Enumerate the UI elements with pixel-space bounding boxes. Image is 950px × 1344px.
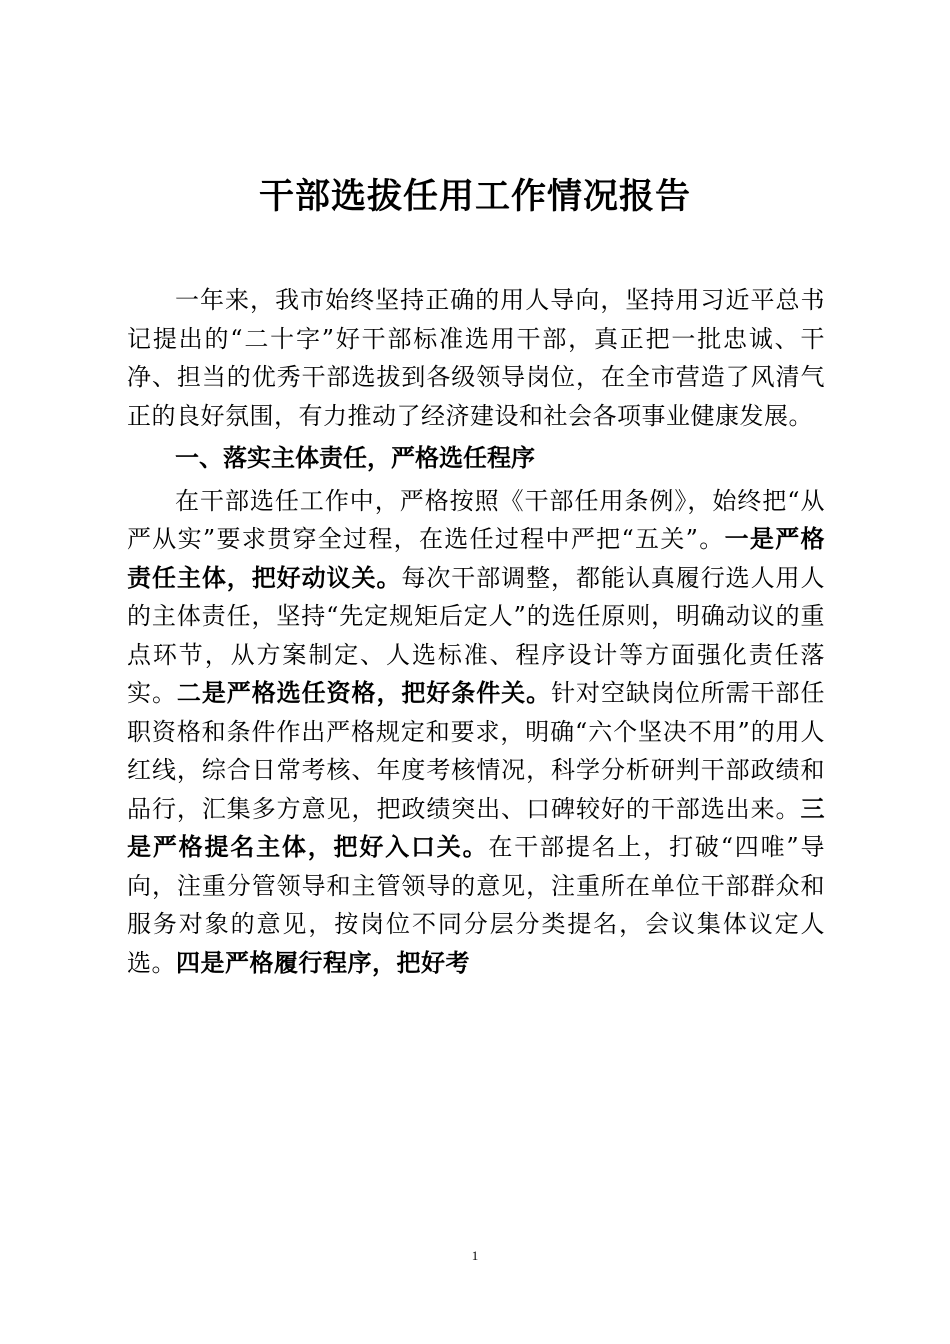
point-3-text: 在干部提名上，打破“四唯”导向，注重分管领导和主管领导的意见，注重所在单位干部群众和服务对象的意见，按岗位不同分层分类提名，会议集体议定人选。 bbox=[127, 833, 825, 977]
section-heading-1: 一、落实主体责任，严格选任程序 bbox=[175, 444, 535, 472]
point-2-text: 针对空缺岗位所需干部任职资格和条件作出严格规定和要求，明确“六个坚决不用”的用人红线，综合日常考核、年度考核情况，科学分析研判干部政绩和品行，汇集多方意见，把政绩突出、口碑较好的干部选出来。 bbox=[127, 679, 826, 823]
point-1-title: 一是严格责任主体，把好动议关。 bbox=[127, 524, 826, 592]
point-2-title: 二是严格选任资格，把好条件关。 bbox=[176, 678, 552, 707]
section-1-lead: 在干部选任工作中，严格按照《干部任用条例》，始终把“从严从实”要求贯穿全过程，在选任过程中严把“五关”。 bbox=[127, 486, 825, 553]
point-1-text: 每次干部调整，都能认真履行选人用人的主体责任，坚持“先定规矩后定人”的选任原则，明确动议的重点环节，从方案制定、人选标准、程序设计等方面强化责任落实。 bbox=[127, 563, 826, 707]
document-body bbox=[127, 281, 825, 982]
point-3-title: 三是严格提名主体，把好入口关。 bbox=[127, 793, 825, 861]
intro-paragraph: 一年来，我市始终坚持正确的用人导向，坚持用习近平总书记提出的“二十字”好干部标准选用干部，真正把一批忠诚、干净、担当的优秀干部选拔到各级领导岗位，在全市营造了风清气正的良好氛围，有力推动了经济建设和社会各项事业健康发展。 bbox=[127, 286, 825, 430]
page-number: 1 bbox=[471, 1248, 479, 1263]
document-title: 干部选拔任用工作情况报告 bbox=[258, 176, 691, 217]
section-1-paragraph bbox=[127, 482, 825, 983]
point-4-title: 四是严格履行程序，把好考 bbox=[176, 947, 470, 977]
